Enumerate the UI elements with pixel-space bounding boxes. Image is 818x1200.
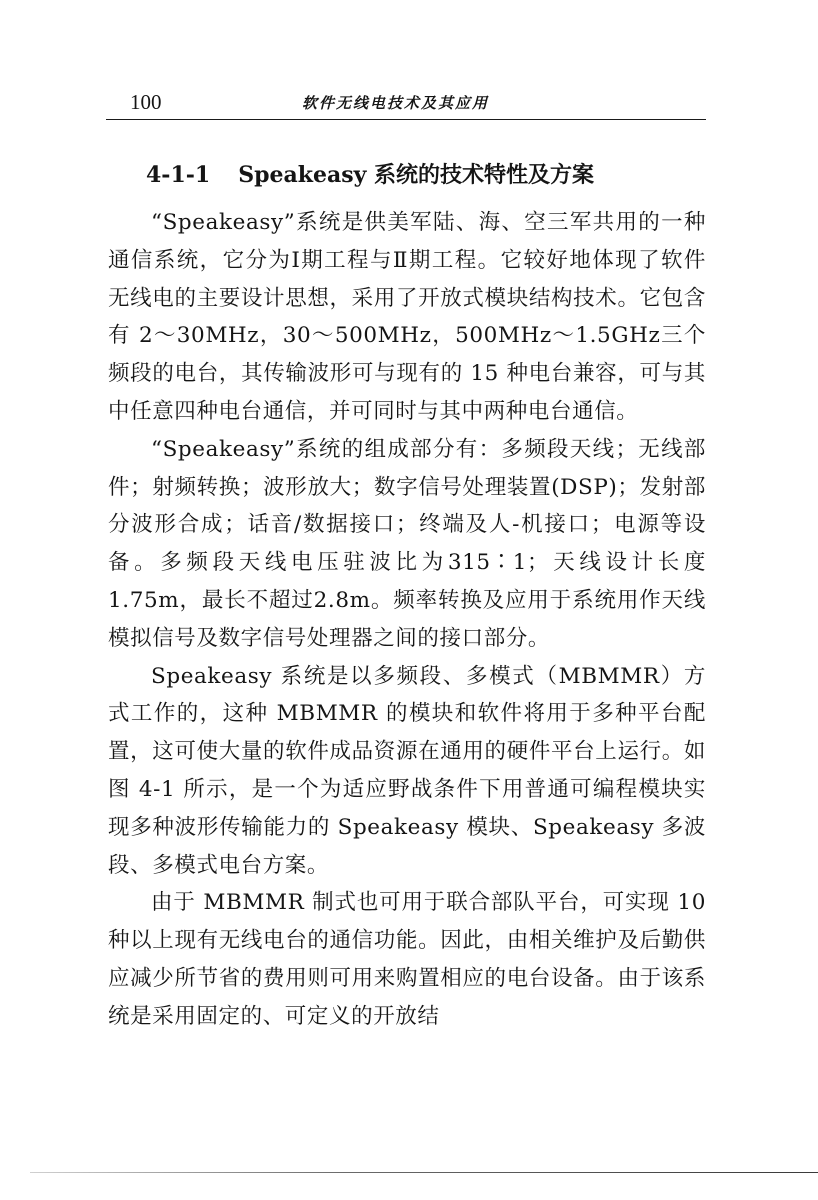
section-number: 4-1-1 bbox=[146, 162, 211, 188]
paragraph-3: Speakeasy 系统是以多频段、多模式（MBMMR）方式工作的，这种 MBMMR 的模块和软件将用于多种平台配置，这可使大量的软件成品资源在通用的硬件平台上运行。如图 4-1 所示，是一个为适应野战条件下用普通可编程模块实现多种波形传输能力的 Speakeasy 模块、Speakeasy 多波段、多模式电台方案。 bbox=[108, 663, 706, 878]
bottom-rule bbox=[30, 1172, 818, 1173]
paragraph-4: 由于 MBMMR 制式也可用于联合部队平台，可实现 10 种以上现有无线电台的通信功能。因此，由相关维护及后勤供应减少所节省的费用则可用来购置相应的电台设备。由于该系统是采用固定的、可定义的开放结 bbox=[108, 890, 706, 1029]
section-title: Speakeasy 系统的技术特性及方案 bbox=[238, 162, 595, 188]
paragraph-2: “Speakeasy”系统的组成部分有：多频段天线；无线部件；射频转换；波形放大；数字信号处理装置(DSP)；发射部分波形合成；话音/数据接口；终端及人-机接口；电源等设备。多频段天线电压驻波比为315∶1；天线设计长度1.75m，最长不超过2.8m。频率转换及应用于系统用作天线模拟信号及数字信号处理器之间的接口部分。 bbox=[108, 436, 706, 651]
paragraph-1: “Speakeasy”系统是供美军陆、海、空三军共用的一种通信系统，它分为Ⅰ期工程与Ⅱ期工程。它较好地体现了软件无线电的主要设计思想，采用了开放式模块结构技术。它包含有 2～30MHz，30～500MHz，500MHz～1.5GHz三个频段的电台，其传输波形可与现有的 15 种电台兼容，可与其中任意四种电台通信，并可同时与其中两种电台通信。 bbox=[108, 210, 706, 424]
header-rule bbox=[106, 119, 706, 121]
page-number: 100 bbox=[130, 90, 162, 114]
page-header bbox=[106, 86, 706, 120]
section-heading bbox=[146, 158, 594, 189]
body-text bbox=[108, 204, 706, 1036]
running-title: 软件无线电技术及其应用 bbox=[302, 94, 490, 112]
